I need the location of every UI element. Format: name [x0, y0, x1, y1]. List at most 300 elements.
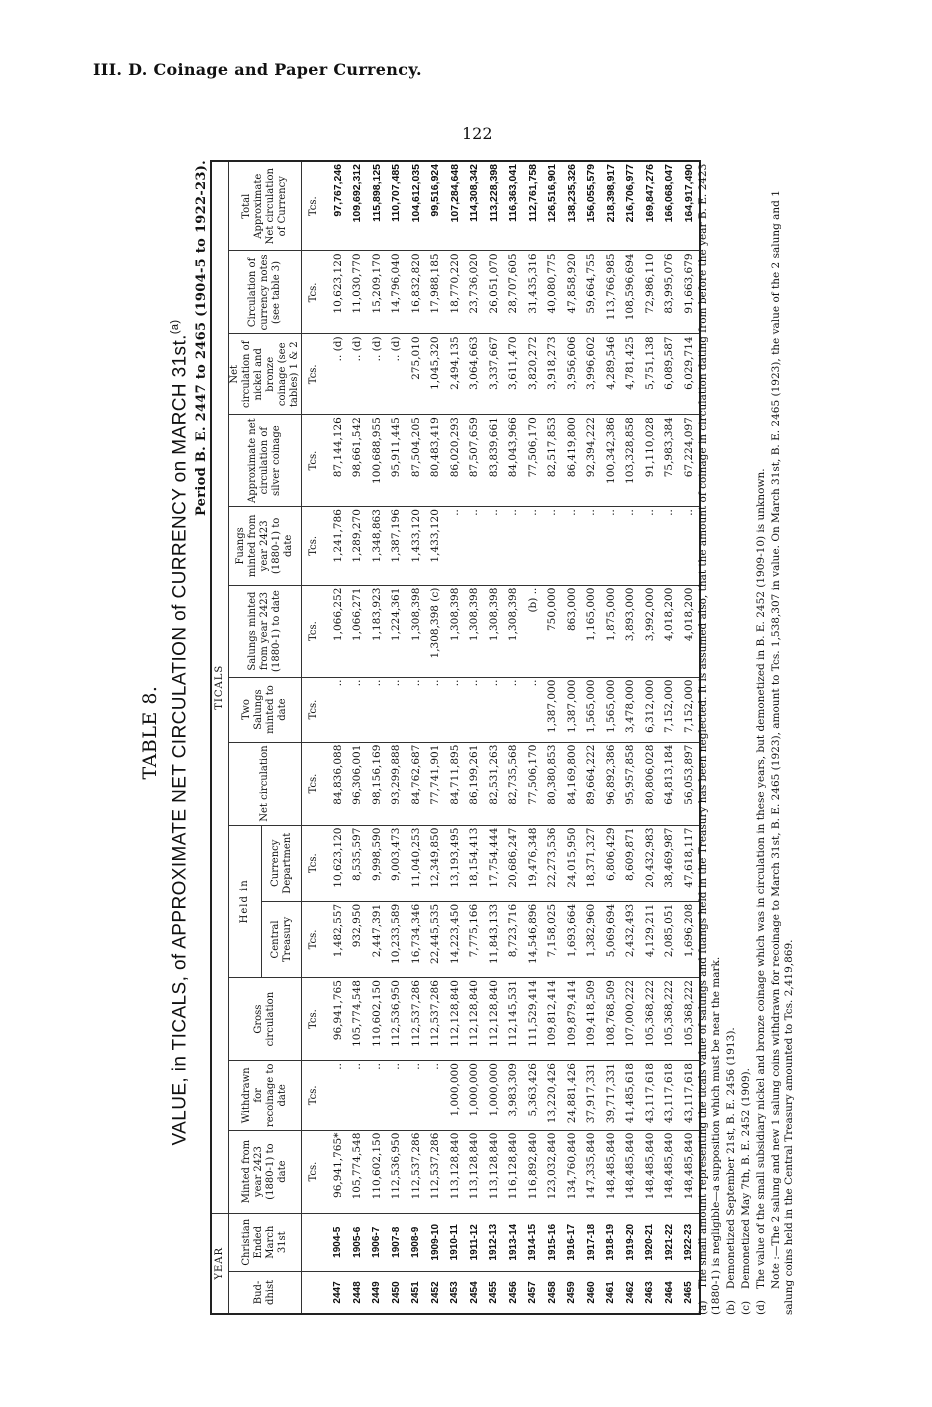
column-header: Total Approximate Net circulation of Currency [229, 161, 302, 251]
main-title-note: (a) [169, 319, 181, 335]
table-cell: .. [465, 677, 485, 742]
table-cell: .. [348, 1061, 368, 1131]
unit-cell: Tcs. [302, 742, 325, 825]
unit-cell: Tcs. [302, 1061, 325, 1131]
table-cell: 82,735,568 [504, 742, 524, 825]
table-cell: .. [504, 677, 524, 742]
section-title: III. D. Coinage and Paper Currency. [93, 60, 422, 79]
main-title [169, 150, 191, 1315]
table-cell: 3,983,309 [504, 1061, 524, 1131]
table-cell: 112,761,758 [523, 161, 543, 251]
table-cell: 1,565,000 [601, 677, 621, 742]
table-row [504, 161, 524, 1314]
table-cell: 3,992,000 [640, 585, 660, 677]
table-cell: 1,565,000 [582, 677, 602, 742]
table-cell: 108,596,694 [621, 251, 641, 334]
table-cell: 39,717,331 [601, 1061, 621, 1131]
table-cell: 113,128,840 [484, 1130, 504, 1213]
rotated-table-block [32, 150, 872, 1315]
unit-cell: Tcs. [302, 161, 325, 251]
table-cell: .. [324, 1061, 348, 1131]
table-cell: 8,723,716 [504, 901, 524, 977]
table-cell: .. [582, 507, 602, 586]
currency-table [210, 160, 701, 1315]
table-cell: 1922-23 [679, 1213, 700, 1271]
table-cell: .. (d) [324, 334, 348, 415]
table-cell: 1,308,398 [504, 585, 524, 677]
table-cell: 84,762,687 [406, 742, 426, 825]
table-cell: 18,154,413 [465, 825, 485, 901]
table-cell: 112,128,840 [445, 978, 465, 1061]
table-cell: 112,537,286 [406, 978, 426, 1061]
table-cell: 3,478,000 [621, 677, 641, 742]
unit-cell: Tcs. [302, 507, 325, 586]
table-cell: 2456 [504, 1271, 524, 1314]
table-cell: 107,000,222 [621, 978, 641, 1061]
table-cell: 1918-19 [601, 1213, 621, 1271]
table-cell: 216,706,977 [621, 161, 641, 251]
table-row [640, 161, 660, 1314]
table-cell: 2463 [640, 1271, 660, 1314]
table-cell: 112,537,286 [426, 1130, 446, 1213]
table-cell: 47,618,117 [679, 825, 700, 901]
table-cell: 86,199,261 [465, 742, 485, 825]
table-cell: 1,165,000 [582, 585, 602, 677]
table-cell: 72,986,110 [640, 251, 660, 334]
table-cell: 2,085,051 [660, 901, 680, 977]
table-cell: 23,736,020 [465, 251, 485, 334]
table-cell: .. [621, 507, 641, 586]
table-cell: 64,813,184 [660, 742, 680, 825]
table-cell: 104,612,035 [406, 161, 426, 251]
table-cell: 5,363,426 [523, 1061, 543, 1131]
table-cell: 2449 [367, 1271, 387, 1314]
table-cell: .. [406, 677, 426, 742]
table-cell: 105,774,548 [348, 978, 368, 1061]
table-cell: 5,069,694 [601, 901, 621, 977]
table-cell: 26,051,070 [484, 251, 504, 334]
table-cell: 1,224,361 [387, 585, 407, 677]
table-cell: 103,328,858 [621, 415, 641, 507]
table-cell: 14,546,896 [523, 901, 543, 977]
column-header: Central Treasury [262, 901, 302, 977]
table-cell: 98,661,542 [348, 415, 368, 507]
table-cell: 2,447,391 [367, 901, 387, 977]
table-cell: 1,433,120 [426, 507, 446, 586]
table-cell: 82,531,263 [484, 742, 504, 825]
table-cell: 22,445,535 [426, 901, 446, 977]
table-cell: 24,015,950 [562, 825, 582, 901]
table-cell: 43,117,618 [679, 1061, 700, 1131]
unit-cell: Tcs. [302, 978, 325, 1061]
unit-cell [302, 1213, 325, 1271]
table-row [484, 161, 504, 1314]
table-row [621, 161, 641, 1314]
table-cell: .. [348, 677, 368, 742]
footnote-text: Demonetized May 7th, B. E. 2452 (1909). [740, 1068, 752, 1289]
table-cell: 3,918,273 [543, 334, 563, 415]
table-cell: 1,387,196 [387, 507, 407, 586]
table-cell: 16,734,346 [406, 901, 426, 977]
table-cell: 10,233,589 [387, 901, 407, 977]
table-row [348, 161, 368, 1314]
table-cell: 113,766,985 [601, 251, 621, 334]
table-cell: 1,308,398 [465, 585, 485, 677]
table-cell: 2465 [679, 1271, 700, 1314]
table-cell: 77,506,170 [523, 415, 543, 507]
table-cell: 110,602,150 [367, 978, 387, 1061]
table-cell: 1,387,000 [562, 677, 582, 742]
table-cell: 2451 [406, 1271, 426, 1314]
table-row [543, 161, 563, 1314]
table-cell: 10,623,120 [324, 825, 348, 901]
main-title-text: VALUE, in TICALS, of APPROXIMATE NET CIRCULATION of CURRENCY on MARCH 31st. [169, 334, 191, 1146]
table-row [324, 161, 348, 1314]
unit-cell: Tcs. [302, 1130, 325, 1213]
table-cell: 2453 [445, 1271, 465, 1314]
footnote-mark: (b) [725, 1300, 737, 1315]
table-cell: 3,064,663 [465, 334, 485, 415]
table-cell: 1,066,252 [324, 585, 348, 677]
table-cell: 95,911,445 [387, 415, 407, 507]
table-cell: 91,110,028 [640, 415, 660, 507]
table-cell: 11,843,133 [484, 901, 504, 977]
table-cell: 932,950 [348, 901, 368, 977]
table-cell: 95,957,858 [621, 742, 641, 825]
table-cell: 41,485,618 [621, 1061, 641, 1131]
table-cell: 138,235,326 [562, 161, 582, 251]
table-cell: 16,832,820 [406, 251, 426, 334]
table-cell: 169,847,276 [640, 161, 660, 251]
table-cell: 116,363,041 [504, 161, 524, 251]
column-header: Circulation of currency notes (see table 3) [229, 251, 302, 334]
table-cell: 109,879,414 [562, 978, 582, 1061]
table-cell: .. [523, 677, 543, 742]
table-cell: 31,435,316 [523, 251, 543, 334]
table-cell: .. [367, 677, 387, 742]
table-cell: 5,751,138 [640, 334, 660, 415]
table-cell: 1,241,786 [324, 507, 348, 586]
table-cell: 1906-7 [367, 1213, 387, 1271]
group-header-ticals: TICALS [211, 161, 229, 1213]
table-cell: 110,707,485 [387, 161, 407, 251]
table-cell: .. [465, 507, 485, 586]
table-cell: 1,387,000 [543, 677, 563, 742]
table-cell: .. (d) [367, 334, 387, 415]
table-cell: 1920-21 [640, 1213, 660, 1271]
table-cell: 4,018,200 [660, 585, 680, 677]
table-cell: 99,516,924 [426, 161, 446, 251]
table-cell: 2459 [562, 1271, 582, 1314]
table-cell: 113,228,398 [484, 161, 504, 251]
table-cell: 7,775,166 [465, 901, 485, 977]
table-cell: 115,898,125 [367, 161, 387, 251]
table-cell: 84,711,895 [445, 742, 465, 825]
table-cell: 109,692,312 [348, 161, 368, 251]
table-cell: .. [640, 507, 660, 586]
footnote-text: The small amount representing the ticals value of salungs and fuangs held in the Treasury has been neglected. It is assumed also, that the amount of coinage in circulation dating from before the year B. E. 2423 (1880-1) is negligible—a supposition which must be near the mark. [697, 163, 722, 1315]
column-header: Bud-dhist [229, 1271, 302, 1314]
table-row [582, 161, 602, 1314]
table-cell: 13,220,426 [543, 1061, 563, 1131]
table-cell: 4,129,211 [640, 901, 660, 977]
table-cell: 2450 [387, 1271, 407, 1314]
table-cell: 750,000 [543, 585, 563, 677]
table-cell: 166,068,047 [660, 161, 680, 251]
table-cell: 84,043,966 [504, 415, 524, 507]
table-cell: .. [543, 507, 563, 586]
table-cell: 19,476,348 [523, 825, 543, 901]
table-cell: 1,693,664 [562, 901, 582, 977]
table-cell: .. [387, 1061, 407, 1131]
table-cell: 1916-17 [562, 1213, 582, 1271]
table-cell: 40,080,775 [543, 251, 563, 334]
table-cell: 1,045,320 [426, 334, 446, 415]
table-body [302, 161, 700, 1314]
group-header-held-in: Held in [229, 825, 262, 978]
table-cell: 3,893,000 [621, 585, 641, 677]
table-row [562, 161, 582, 1314]
table-cell: 2462 [621, 1271, 641, 1314]
table-cell: 20,432,983 [640, 825, 660, 901]
table-cell: 3,996,602 [582, 334, 602, 415]
table-cell: 100,342,386 [601, 415, 621, 507]
column-header: Withdrawn for recoinage to date [229, 1061, 302, 1131]
table-cell: 86,020,293 [445, 415, 465, 507]
column-header: Fuangs minted from year 2423 (1880-1) to date [229, 507, 302, 586]
table-cell: 93,299,888 [387, 742, 407, 825]
table-cell: .. [426, 677, 446, 742]
footnote-mark: (d) [755, 1300, 767, 1315]
table-cell: 3,956,606 [562, 334, 582, 415]
column-header: Christian Ended March 31st [229, 1213, 302, 1271]
table-cell: 112,145,531 [504, 978, 524, 1061]
table-cell: 87,504,205 [406, 415, 426, 507]
table-cell: 112,128,840 [465, 978, 485, 1061]
table-cell: 1,696,208 [679, 901, 700, 977]
table-cell: 8,535,597 [348, 825, 368, 901]
table-cell: 56,053,897 [679, 742, 700, 825]
table-cell: 75,983,384 [660, 415, 680, 507]
table-cell: .. [523, 507, 543, 586]
table-cell: 112,537,286 [406, 1130, 426, 1213]
table-cell: 148,485,840 [660, 1130, 680, 1213]
table-cell: 1914-15 [523, 1213, 543, 1271]
table-cell: 91,663,679 [679, 251, 700, 334]
table-cell: 1909-10 [426, 1213, 446, 1271]
table-cell: .. [484, 677, 504, 742]
table-cell: 1,000,000 [465, 1061, 485, 1131]
table-cell: .. [426, 1061, 446, 1131]
table-cell: 1905-6 [348, 1213, 368, 1271]
table-cell: 1,183,923 [367, 585, 387, 677]
page-number: 122 [462, 124, 493, 143]
footnote-mark: (a) [697, 1300, 709, 1315]
table-cell: .. [387, 677, 407, 742]
table-cell: 112,537,286 [426, 978, 446, 1061]
table-cell: 156,055,579 [582, 161, 602, 251]
table-cell: 1908-9 [406, 1213, 426, 1271]
table-cell: 218,398,917 [601, 161, 621, 251]
table-cell: 1,066,271 [348, 585, 368, 677]
table-row [406, 161, 426, 1314]
table-cell: 80,483,419 [426, 415, 446, 507]
table-cell: 3,337,667 [484, 334, 504, 415]
table-cell: 86,419,800 [562, 415, 582, 507]
table-cell: .. [367, 1061, 387, 1131]
table-title: TABLE 8. [139, 685, 161, 780]
table-cell: 96,941,765* [324, 1130, 348, 1213]
table-cell: 8,609,871 [621, 825, 641, 901]
table-cell: 116,892,840 [523, 1130, 543, 1213]
table-cell: 114,308,342 [465, 161, 485, 251]
table-cell: 1,382,960 [582, 901, 602, 977]
table-cell: 96,941,765 [324, 978, 348, 1061]
table-cell: 1,308,398 (c) [426, 585, 446, 677]
column-header: Net circulation [229, 742, 302, 825]
table-cell: 4,289,546 [601, 334, 621, 415]
group-header-year: YEAR [211, 1213, 229, 1314]
table-cell: 1,433,120 [406, 507, 426, 586]
table-cell: 112,128,840 [484, 978, 504, 1061]
table-cell: 14,223,450 [445, 901, 465, 977]
table-cell: 15,209,170 [367, 251, 387, 334]
table-cell: 92,394,222 [582, 415, 602, 507]
table-row [465, 161, 485, 1314]
table-cell: 14,796,040 [387, 251, 407, 334]
table-cell: .. [324, 677, 348, 742]
table-cell: 3,820,272 [523, 334, 543, 415]
table-cell: 2448 [348, 1271, 368, 1314]
unit-cell: Tcs. [302, 901, 325, 977]
table-cell: 134,760,840 [562, 1130, 582, 1213]
table-cell: .. [445, 677, 465, 742]
table-cell: 9,998,590 [367, 825, 387, 901]
table-cell: .. (d) [348, 334, 368, 415]
unit-cell: Tcs. [302, 825, 325, 901]
table-cell: 43,117,618 [660, 1061, 680, 1131]
table-cell: 2460 [582, 1271, 602, 1314]
table-cell: 2,432,493 [621, 901, 641, 977]
table-cell: 110,602,150 [367, 1130, 387, 1213]
table-cell: 2461 [601, 1271, 621, 1314]
table-cell: 77,741,901 [426, 742, 446, 825]
table-cell: 97,767,246 [324, 161, 348, 251]
table-cell: 13,193,495 [445, 825, 465, 901]
table-cell: 11,030,770 [348, 251, 368, 334]
table-cell: 112,536,950 [387, 978, 407, 1061]
table-cell: 17,754,444 [484, 825, 504, 901]
table-cell: 6,312,000 [640, 677, 660, 742]
table-cell: 105,368,222 [660, 978, 680, 1061]
footnote [755, 155, 768, 1315]
table-cell: 1,289,270 [348, 507, 368, 586]
footnote [770, 155, 796, 1315]
table-cell: .. [679, 507, 700, 586]
table-cell: 96,892,386 [601, 742, 621, 825]
table-cell: 109,812,414 [543, 978, 563, 1061]
table-cell: 84,836,088 [324, 742, 348, 825]
column-header: Approximate net circulation of silver coinage [229, 415, 302, 507]
table-cell: .. [601, 507, 621, 586]
table-cell: 1904-5 [324, 1213, 348, 1271]
table-cell: 2457 [523, 1271, 543, 1314]
table-cell: 2464 [660, 1271, 680, 1314]
table-cell: 105,774,548 [348, 1130, 368, 1213]
table-cell: 1,000,000 [484, 1061, 504, 1131]
table-cell: 82,517,853 [543, 415, 563, 507]
table-cell: 148,485,840 [621, 1130, 641, 1213]
footnote [697, 155, 723, 1315]
table-cell: 3,611,470 [504, 334, 524, 415]
footnote-text: Note :—The 2 salung and new 1 salung coins withdrawn for recoinage to March 31st, B. E. 2465 (1923), amount to Tcs. 1,538,307 in value. On March 31st, B. E. 2465 (1923), the value of the 2 salung and 1 salung coins held in the Central Treasury amounted to Tcs. 2,419,869. [770, 190, 795, 1315]
table-cell: 1,308,398 [484, 585, 504, 677]
unit-cell: Tcs. [302, 415, 325, 507]
units-row [302, 161, 325, 1314]
table-cell: 87,507,659 [465, 415, 485, 507]
table-cell: 22,273,536 [543, 825, 563, 901]
table-row [387, 161, 407, 1314]
table-cell: 24,881,426 [562, 1061, 582, 1131]
table-cell: 1913-14 [504, 1213, 524, 1271]
unit-cell: Tcs. [302, 677, 325, 742]
table-cell: 1921-22 [660, 1213, 680, 1271]
table-cell: 9,003,473 [387, 825, 407, 901]
table-cell: 6,806,429 [601, 825, 621, 901]
table-cell: 105,368,222 [679, 978, 700, 1061]
table-cell: 7,152,000 [660, 677, 680, 742]
table-cell: .. (d) [387, 334, 407, 415]
table-cell: 2458 [543, 1271, 563, 1314]
unit-cell: Tcs. [302, 585, 325, 677]
table-cell: 10,623,120 [324, 251, 348, 334]
unit-cell: Tcs. [302, 251, 325, 334]
table-cell: 59,664,755 [582, 251, 602, 334]
table-cell: 1911-12 [465, 1213, 485, 1271]
table-cell: 1,000,000 [445, 1061, 465, 1131]
column-header: Minted from year 2423 (1880-1) to date [229, 1130, 302, 1213]
unit-cell: Tcs. [302, 334, 325, 415]
table-row [445, 161, 465, 1314]
footnote-text: The value of the small subsidiary nickel and bronze coinage which was in circulation in these years, but demonetized in B. E. 2452 (1909-10) is unknown. [755, 468, 767, 1289]
table-cell: 108,768,509 [601, 978, 621, 1061]
table-cell: 105,368,222 [640, 978, 660, 1061]
table-cell: 111,529,414 [523, 978, 543, 1061]
footnote [740, 155, 753, 1315]
table-cell: 1,482,557 [324, 901, 348, 977]
table-cell: 96,306,001 [348, 742, 368, 825]
table-row [601, 161, 621, 1314]
table-cell: 4,018,200 [679, 585, 700, 677]
table-cell: 100,688,955 [367, 415, 387, 507]
table-cell: .. [445, 507, 465, 586]
table-cell: 17,988,185 [426, 251, 446, 334]
table-cell: 148,485,840 [640, 1130, 660, 1213]
table-cell: 863,000 [562, 585, 582, 677]
unit-cell [302, 1271, 325, 1314]
table-cell: 2452 [426, 1271, 446, 1314]
table-cell: .. [562, 507, 582, 586]
table-cell: 116,128,840 [504, 1130, 524, 1213]
table-cell: 37,917,331 [582, 1061, 602, 1131]
table-cell: 83,995,076 [660, 251, 680, 334]
table-cell: 87,144,126 [324, 415, 348, 507]
table-cell: 20,686,247 [504, 825, 524, 901]
period-label: Period B. E. 2447 to 2465 (1904-5 to 1922-23). [194, 160, 209, 517]
table-cell: 164,917,490 [679, 161, 700, 251]
table-cell: 6,089,587 [660, 334, 680, 415]
table-cell: 126,516,901 [543, 161, 563, 251]
